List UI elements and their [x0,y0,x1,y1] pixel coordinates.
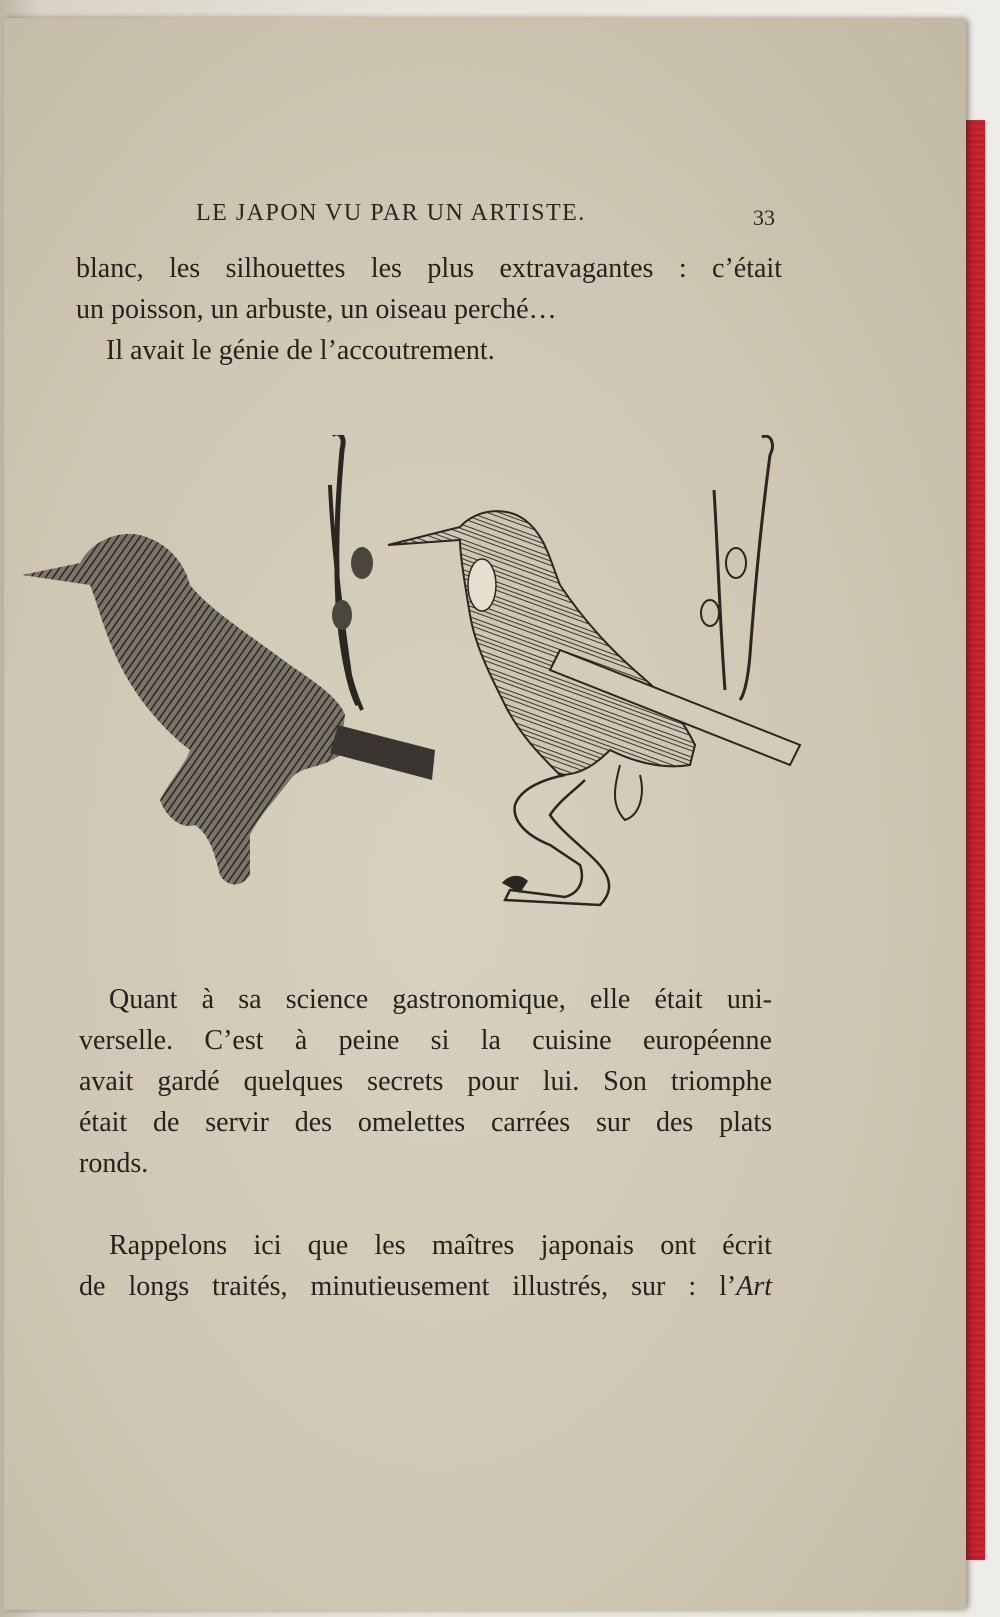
text-line: blanc, les silhouettes les plus extravagantes : c’était [76,253,782,284]
text-line: avait gardé quelques secrets pour lui. Son triomphe [79,1066,772,1097]
text-line: ronds. [79,1148,149,1179]
bird-costume-illustration [20,435,830,935]
bird-silhouette [22,435,435,884]
paragraph-silhouettes [76,248,782,371]
paragraph-treatises [79,1225,772,1307]
text-fragment: de longs traités, minutieusement illustrés, sur : l’ [79,1271,737,1302]
italic-word: Art [736,1271,772,1302]
paragraph-gastronomy [79,979,772,1184]
text-line: était de servir des omelettes carrées sur des plats [79,1107,772,1138]
text-line [79,1266,772,1307]
text-line: Quant à sa science gastronomique, elle était uni- [109,984,772,1015]
text-line: Il avait le génie de l’accoutrement. [106,335,495,366]
text-line: Rappelons ici que les maîtres japonais ont écrit [109,1230,772,1261]
page-number: 33 [753,205,775,230]
text-line: un poisson, un arbuste, un oiseau perché… [76,294,557,325]
running-head: LE JAPON VU PAR UN ARTISTE. [196,200,586,226]
costumed-man [388,436,800,905]
text-line: verselle. C’est à peine si la cuisine européenne [79,1025,772,1056]
